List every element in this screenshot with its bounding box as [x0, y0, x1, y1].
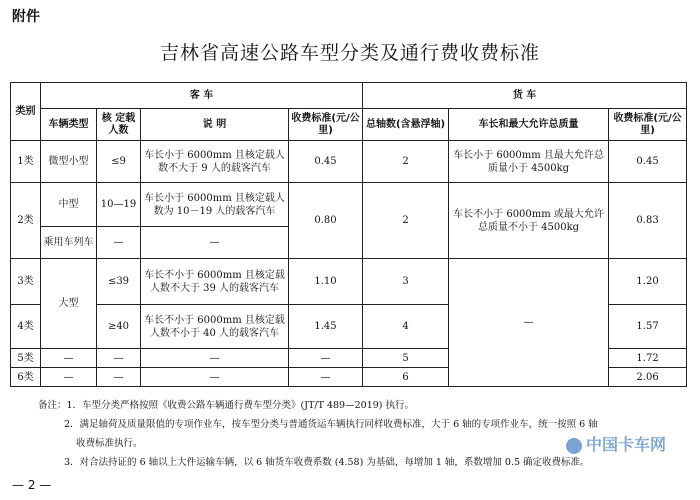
row-category: 4类 — [11, 305, 41, 349]
row-category: 1类 — [11, 141, 41, 183]
header-passenger-rate: 收费标准(元/公里) — [289, 109, 363, 141]
row-truck-rate: 1.72 — [609, 349, 687, 368]
header-vehicle-type: 车辆类型 — [41, 109, 97, 141]
row-vehicle-type: 乘用车列车 — [41, 227, 97, 259]
toll-fee-table — [10, 82, 687, 387]
page-title: 吉林省高速公路车型分类及通行费收费标准 — [159, 42, 540, 64]
row-passenger-rate: — — [289, 349, 363, 368]
row-truck-spec: 车长小于 6000mm 且最大允许总质量小于 4500kg — [449, 141, 609, 183]
row-vehicle-type: 微型小型 — [41, 141, 97, 183]
row-truck-rate: 1.57 — [609, 305, 687, 349]
row-passenger-rate: 0.45 — [289, 141, 363, 183]
header-truck-spec: 车长和最大允许总质量 — [449, 109, 609, 141]
table-row — [11, 259, 687, 305]
watermark-logo-icon — [566, 438, 582, 454]
row-capacity: ≤9 — [97, 141, 141, 183]
header-description: 说 明 — [141, 109, 289, 141]
row-truck-rate: 1.20 — [609, 259, 687, 305]
row-truck-spec: 车长不小于 6000mm 或最大允许总质量不小于 4500kg — [449, 183, 609, 259]
row-vehicle-type: 大型 — [41, 259, 97, 349]
row-passenger-rate: 1.45 — [289, 305, 363, 349]
row-passenger-rate: 1.10 — [289, 259, 363, 305]
notes-label: 备注： — [38, 400, 67, 411]
row-capacity: ≥40 — [97, 305, 141, 349]
watermark-text: 中国卡车网 — [585, 435, 666, 454]
note-3: 3．对合法持证的 6 轴以上大件运输车辆，以 6 轴货车收费系数 (4.58) 为基础，每增加 1 轴，系数增加 0.5 确定收费标准。 — [64, 457, 590, 468]
row-description: 车长不小于 6000mm 且核定载人数不大于 39 人的载客汽车 — [141, 259, 289, 305]
row-capacity: — — [97, 227, 141, 259]
row-passenger-rate: 0.80 — [289, 183, 363, 259]
row-axles: 5 — [363, 349, 449, 368]
row-description: — — [141, 349, 289, 368]
row-description: 车长小于 6000mm 且核定载人数不大于 9 人的载客汽车 — [141, 141, 289, 183]
row-capacity: — — [97, 349, 141, 368]
row-capacity: ≤39 — [97, 259, 141, 305]
page-number: — 2 — — [12, 478, 52, 492]
row-truck-rate: 0.45 — [609, 141, 687, 183]
row-axles: 3 — [363, 259, 449, 305]
attachment-label: 附件 — [12, 9, 40, 25]
row-category: 3类 — [11, 259, 41, 305]
row-axles: 2 — [363, 141, 449, 183]
header-axles: 总轴数(含悬浮轴) — [363, 109, 449, 141]
row-description: — — [141, 227, 289, 259]
row-vehicle-type: 中型 — [41, 183, 97, 227]
watermark — [566, 432, 666, 455]
row-axles: 2 — [363, 183, 449, 259]
row-description: 车长小于 6000mm 且核定载人数为 10－19 人的载客汽车 — [141, 183, 289, 227]
row-truck-rate: 0.83 — [609, 183, 687, 259]
row-axles: 6 — [363, 368, 449, 387]
table-row — [11, 141, 687, 183]
header-truck-group: 货 车 — [363, 83, 687, 109]
row-truck-spec: — — [449, 259, 609, 387]
header-capacity: 核 定载人数 — [97, 109, 141, 141]
row-description: — — [141, 368, 289, 387]
row-capacity: 10—19 — [97, 183, 141, 227]
table-row — [11, 183, 687, 227]
row-truck-rate: 2.06 — [609, 368, 687, 387]
row-vehicle-type: — — [41, 368, 97, 387]
row-category: 6类 — [11, 368, 41, 387]
header-truck-rate: 收费标准(元/公里) — [609, 109, 687, 141]
row-capacity: — — [97, 368, 141, 387]
row-category: 5类 — [11, 349, 41, 368]
row-axles: 4 — [363, 305, 449, 349]
note-1: 备注：1．车型分类严格按照《收费公路车辆通行费车型分类》(JT/T 489—2019) 执行。 — [38, 400, 415, 411]
row-category: 2类 — [11, 183, 41, 259]
row-vehicle-type: — — [41, 349, 97, 368]
header-category: 类别 — [11, 83, 41, 141]
row-passenger-rate: — — [289, 368, 363, 387]
header-passenger-group: 客 车 — [41, 83, 363, 109]
note-2: 2．满足轴荷及质量限值的专项作业车，按车型分类与普通货运车辆执行同样收费标准，大于 6 轴的专项作业车，统一按照 6 轴 — [64, 419, 598, 430]
note-2-continued: 收费标准执行。 — [76, 438, 143, 449]
row-description: 车长不小于 6000mm 且核定载人数不小于 40 人的载客汽车 — [141, 305, 289, 349]
